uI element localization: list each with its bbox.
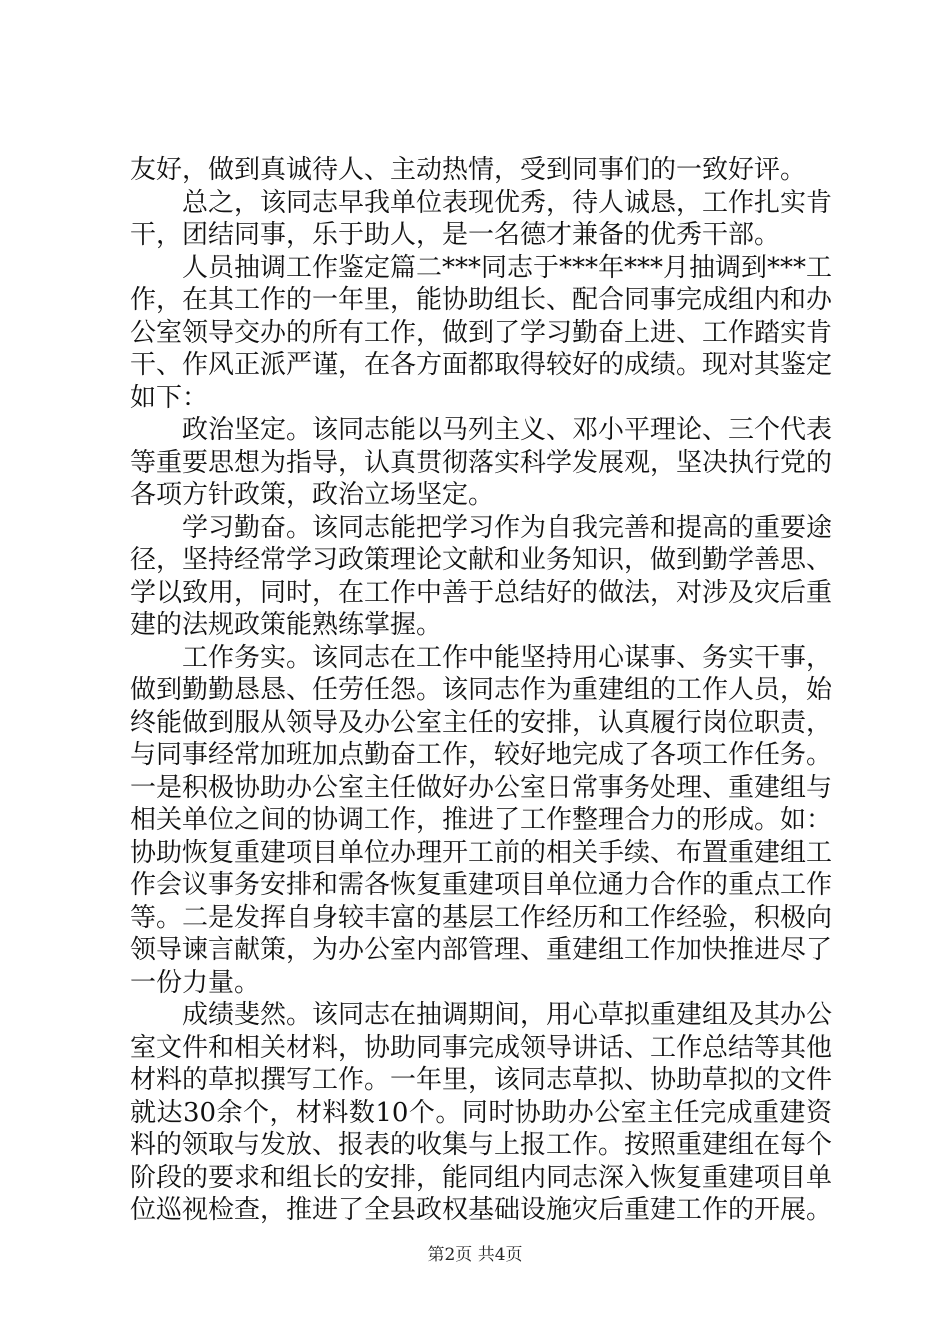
paragraph-achievements: 成绩斐然。该同志在抽调期间，用心草拟重建组及其办公室文件和相关材料，协助同事完成领导讲话、工作总结等其他材料的草拟撰写工作。一年里，该同志草拟、协助草拟的文件就达30余个，材料数10个。同时协助办公室主任完成重建资料的领取与发放、报表的收集与上报工作。按照重建组在每个阶段的要求和组长的安排，能同组内同志深入恢复重建项目单位巡视检查，推进了全县政权基础设施灾后重建工作的开展。: [130, 1000, 833, 1225]
paragraph-continuation: 友好，做到真诚待人、主动热情，受到同事们的一致好评。: [130, 155, 807, 185]
paragraph-summary: 总之，该同志早我单位表现优秀，待人诚恳，工作扎实肯干，团结同事，乐于助人，是一名德才兼备的优秀干部。: [130, 187, 833, 250]
document-body: [130, 154, 832, 1227]
paragraph-political: 政治坚定。该同志能以马列主义、邓小平理论、三个代表等重要思想为指导，认真贯彻落实科学发展观，坚决执行党的各项方针政策，政治立场坚定。: [130, 415, 833, 510]
paragraph-intro: 人员抽调工作鉴定篇二***同志于***年***月抽调到***工作，在其工作的一年里，能协助组长、配合同事完成组内和办公室领导交办的所有工作，做到了学习勤奋上进、工作踏实肯干、作风正派严谨，在各方面都取得较好的成绩。现对其鉴定如下：: [130, 252, 833, 413]
page-footer: 第2页 共4页: [427, 1245, 523, 1265]
paragraph-study: 学习勤奋。该同志能把学习作为自我完善和提高的重要途径，坚持经常学习政策理论文献和业务知识，做到勤学善思、学以致用，同时，在工作中善于总结好的做法，对涉及灾后重建的法规政策能熟练掌握。: [130, 512, 833, 640]
paragraph-work: 工作务实。该同志在工作中能坚持用心谋事、务实干事，做到勤勤恳恳、任劳任怨。该同志作为重建组的工作人员，始终能做到服从领导及办公室主任的安排，认真履行岗位职责，与同事经常加班加点勤奋工作，较好地完成了各项工作任务。一是积极协助办公室主任做好办公室日常事务处理、重建组与相关单位之间的协调工作，推进了工作整理合力的形成。如：协助恢复重建项目单位办理开工前的相关手续、布置重建组工作会议事务安排和需各恢复重建项目单位通力合作的重点工作等。二是发挥自身较丰富的基层工作经历和工作经验，积极向领导谏言献策，为办公室内部管理、重建组工作加快推进尽了一份力量。: [130, 642, 833, 998]
